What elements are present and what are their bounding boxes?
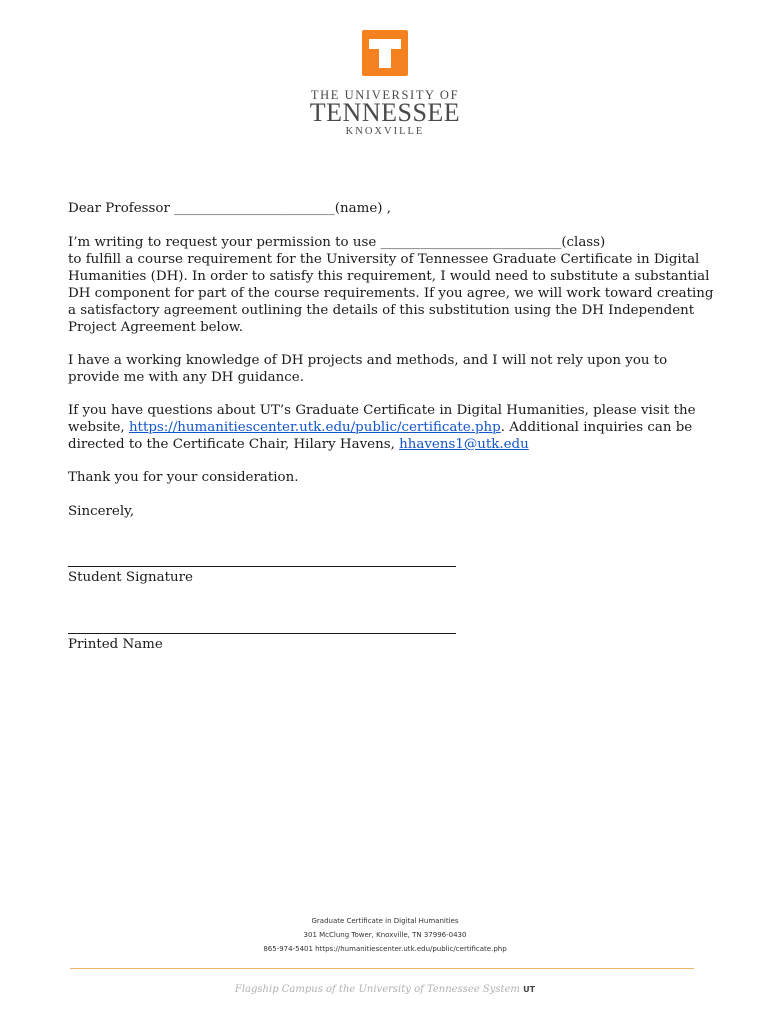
- paragraph-line: [68, 436, 708, 453]
- chair-email-link[interactable]: hhavens1@utk.edu: [399, 437, 529, 452]
- power-t-icon: [362, 30, 408, 76]
- paragraph-line: Project Agreement below.: [68, 320, 244, 335]
- student-signature-label: Student Signature: [68, 570, 193, 585]
- paragraph-line: DH component for part of the course requirements. If you agree, we will work toward creating: [68, 286, 714, 301]
- printed-name-label: Printed Name: [68, 637, 163, 652]
- paragraph-line: I have a working knowledge of DH projects and methods, and I will not rely upon you to: [68, 353, 668, 368]
- flagship-tagline: [0, 984, 770, 995]
- text-fragment: website,: [68, 420, 129, 435]
- paragraph-line: a satisfactory agreement outlining the details of this substitution using the DH Independent: [68, 303, 695, 318]
- printed-name-line: [68, 633, 456, 634]
- paragraph-line: Humanities (DH). In order to satisfy this requirement, I would need to substitute a substantial: [68, 269, 710, 284]
- footer-department: Graduate Certificate in Digital Humanities: [311, 917, 459, 925]
- paragraph-line: I’m writing to request your permission to use ___________________________(class): [68, 235, 606, 250]
- salutation: Dear Professor ________________________(name) ,: [68, 201, 391, 216]
- paragraph-line: If you have questions about UT’s Graduate Certificate in Digital Humanities, please visit the: [68, 403, 696, 418]
- certificate-website-link[interactable]: https://humanitiescenter.utk.edu/public/certificate.php: [128, 420, 501, 435]
- thanks-line: Thank you for your consideration.: [68, 470, 299, 485]
- paragraph-line: [68, 419, 708, 436]
- logo-line-knoxville: KNOXVILLE: [345, 126, 425, 137]
- footer-divider: [70, 968, 694, 969]
- logo-line-university-of: THE UNIVERSITY OF: [310, 88, 460, 102]
- paragraph-line: to fulfill a course requirement for the University of Tennessee Graduate Certificate in Digital: [68, 252, 700, 267]
- student-signature-line: [68, 566, 456, 567]
- footer-contact: 865-974-5401 https://humanitiescenter.utk.edu/public/certificate.php: [263, 945, 507, 953]
- closing-line: Sincerely,: [68, 504, 135, 519]
- text-fragment: directed to the Certificate Chair, Hilary Havens,: [68, 437, 400, 452]
- text-fragment: . Additional inquiries can be: [500, 420, 693, 435]
- paragraph-line: provide me with any DH guidance.: [68, 370, 304, 385]
- logo-line-tennessee: TENNESSEE: [309, 98, 461, 127]
- ut-logo-mark: UT: [523, 985, 536, 994]
- footer-address: 301 McClung Tower, Knoxville, TN 37996-0430: [303, 931, 467, 939]
- flagship-text: Flagship Campus of the University of Tennessee System: [234, 984, 520, 995]
